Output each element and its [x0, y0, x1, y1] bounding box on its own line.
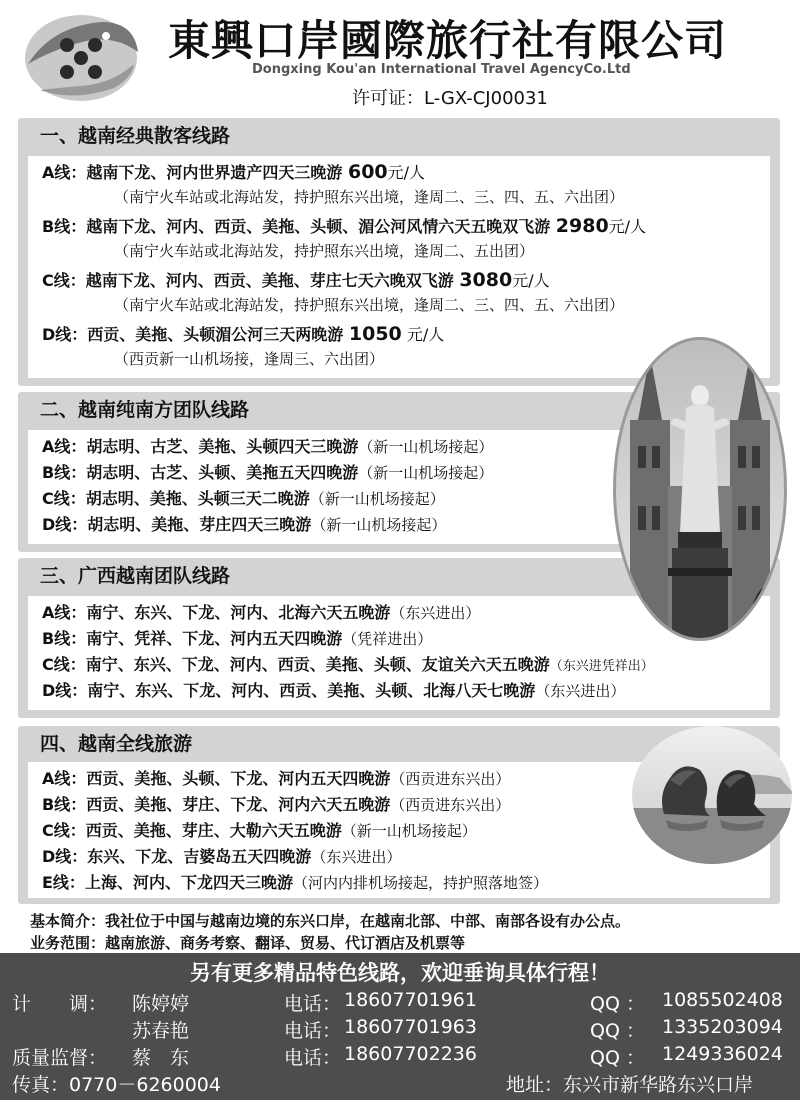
address: 地址：东兴市新华路东兴口岸	[506, 1074, 754, 1096]
route-text: 南宁、东兴、下龙、河内、西贡、美拖、头顿、友谊关六天五晚游	[85, 655, 550, 674]
route-text: 西贡、美拖、头顿湄公河三天两晚游	[87, 325, 349, 344]
route-note: （东兴进出）	[535, 682, 626, 700]
route-line	[42, 434, 493, 457]
price-unit: 元/人	[387, 163, 426, 182]
route-line	[42, 792, 510, 815]
route-label: A线：	[42, 437, 87, 456]
qq-number[interactable]: 1249336024	[662, 1043, 783, 1065]
route-note: （新一山机场接起）	[311, 516, 447, 534]
route-label: B线：	[42, 795, 87, 814]
route-line	[42, 268, 550, 291]
route-line	[42, 844, 401, 867]
contact-name: 苏春艳	[132, 1020, 190, 1042]
route-line	[42, 652, 654, 675]
route-note: （凭祥进出）	[342, 630, 433, 648]
contact-footer	[0, 953, 800, 1100]
route-text: 越南下龙、河内、西贡、美拖、头顿、湄公河风情六天五晚双飞游	[86, 217, 556, 236]
cathedral-photo	[612, 336, 788, 642]
route-line	[42, 512, 446, 535]
company-name-cn: 東興口岸國際旅行社有限公司	[168, 16, 728, 65]
route-price: 1050	[348, 323, 402, 345]
price-unit: 元/人	[608, 217, 647, 236]
route-label: D线：	[42, 515, 88, 534]
route-text: 西贡、美拖、芽庄、大勒六天五晚游	[85, 821, 342, 840]
halong-bay-photo	[630, 724, 794, 866]
route-note: （西贡进东兴出）	[390, 770, 511, 788]
route-note: （东兴进出）	[311, 848, 402, 866]
price-unit: 元/人	[401, 325, 445, 344]
route-label: C线：	[42, 271, 86, 290]
route-label: A线：	[42, 163, 87, 182]
phone-label: 电话：	[284, 1047, 342, 1069]
phone-label: 电话：	[284, 1020, 342, 1042]
route-departure-note: （南宁火车站或北海站发，持护照东兴出境，逢周二、五出团）	[114, 242, 535, 260]
route-price: 2980	[555, 215, 609, 237]
contact-role: 质量监督：	[12, 1047, 108, 1069]
license-number: 许可证：L-GX-CJ00031	[352, 88, 548, 109]
phone-label: 电话：	[284, 993, 342, 1015]
route-line	[42, 214, 646, 237]
phone-number[interactable]: 18607701961	[344, 989, 477, 1011]
company-name-en: Dongxing Kou'an International Travel AgencyCo.Ltd	[252, 62, 631, 77]
route-text: 西贡、美拖、芽庄、下龙、河内六天五晚游	[86, 795, 391, 814]
route-text: 上海、河内、下龙四天三晚游	[84, 873, 293, 892]
route-note: （新一山机场接起）	[358, 438, 494, 456]
section-title: 四、越南全线旅游	[40, 733, 193, 755]
route-line	[42, 486, 445, 509]
contact-name: 陈婷婷	[132, 993, 190, 1015]
route-price: 600	[347, 161, 388, 183]
route-text: 胡志明、美拖、头顿三天二晚游	[85, 489, 310, 508]
company-intro: 基本简介：我社位于中国与越南边境的东兴口岸，在越南北部、中部、南部各设有办公点。	[30, 912, 631, 930]
route-text: 胡志明、美拖、芽庄四天三晚游	[87, 515, 312, 534]
route-text: 越南下龙、河内世界遗产四天三晚游	[86, 163, 348, 182]
contact-name: 蔡 东	[132, 1047, 190, 1069]
business-scope: 业务范围：越南旅游、商务考察、翻译、贸易、代订酒店及机票等	[30, 934, 466, 952]
route-label: D线：	[42, 325, 88, 344]
route-text: 越南下龙、河内、西贡、美拖、芽庄七天六晚双飞游	[85, 271, 460, 290]
section-title: 一、越南经典散客线路	[40, 125, 231, 147]
route-line	[42, 460, 493, 483]
route-label: B线：	[42, 629, 87, 648]
route-text: 南宁、凭祥、下龙、河内五天四晚游	[86, 629, 343, 648]
route-note: （河内内排机场接起，持护照落地签）	[292, 874, 548, 892]
route-line	[42, 322, 444, 345]
fax-number: 传真：0770－6260004	[12, 1074, 221, 1096]
route-line	[42, 678, 625, 701]
route-label: A线：	[42, 769, 87, 788]
route-price: 3080	[459, 269, 513, 291]
footer-banner: 另有更多精品特色线路，欢迎垂询具体行程！	[190, 961, 610, 985]
phone-number[interactable]: 18607701963	[344, 1016, 477, 1038]
route-line	[42, 766, 510, 789]
route-line	[42, 600, 480, 623]
route-note: （东兴进凭祥出）	[549, 659, 654, 674]
qq-label: QQ ：	[590, 1047, 645, 1069]
route-line	[42, 818, 477, 841]
route-line	[42, 160, 425, 183]
route-line	[42, 626, 432, 649]
route-note: （东兴进出）	[390, 604, 481, 622]
phone-number[interactable]: 18607702236	[344, 1043, 477, 1065]
route-note: （新一山机场接起）	[341, 822, 477, 840]
route-label: B线：	[42, 217, 87, 236]
route-note: （新一山机场接起）	[358, 464, 494, 482]
route-label: C线：	[42, 489, 86, 508]
price-unit: 元/人	[512, 271, 550, 290]
route-line	[42, 870, 548, 893]
contact-role: 计 调：	[12, 993, 108, 1015]
route-departure-note: （南宁火车站或北海站发，持护照东兴出境，逢周二、三、四、五、六出团）	[114, 296, 625, 314]
route-label: C线：	[42, 821, 86, 840]
route-text: 东兴、下龙、吉婆岛五天四晚游	[87, 847, 312, 866]
route-label: B线：	[42, 463, 87, 482]
route-label: E线：	[42, 873, 85, 892]
route-departure-note: （南宁火车站或北海站发，持护照东兴出境，逢周二、三、四、五、六出团）	[114, 188, 625, 206]
route-text: 南宁、东兴、下龙、河内、北海六天五晚游	[86, 603, 391, 622]
route-label: D线：	[42, 847, 88, 866]
route-departure-note: （西贡新一山机场接，逢周三、六出团）	[114, 350, 385, 368]
qq-number[interactable]: 1335203094	[662, 1016, 783, 1038]
qq-label: QQ ：	[590, 1020, 645, 1042]
route-note: （新一山机场接起）	[309, 490, 445, 508]
section-title: 二、越南纯南方团队线路	[40, 399, 250, 421]
qq-number[interactable]: 1085502408	[662, 989, 783, 1011]
route-label: A线：	[42, 603, 87, 622]
qq-label: QQ ：	[590, 993, 645, 1015]
route-note: （西贡进东兴出）	[390, 796, 511, 814]
company-logo	[22, 12, 140, 104]
route-label: D线：	[42, 681, 88, 700]
route-label: C线：	[42, 655, 86, 674]
route-text: 西贡、美拖、头顿、下龙、河内五天四晚游	[86, 769, 391, 788]
section-title: 三、广西越南团队线路	[40, 565, 231, 587]
route-text: 胡志明、古芝、美拖、头顿四天三晚游	[86, 437, 359, 456]
route-text: 胡志明、古芝、头顿、美拖五天四晚游	[86, 463, 359, 482]
route-text: 南宁、东兴、下龙、河内、西贡、美拖、头顿、北海八天七晚游	[87, 681, 536, 700]
